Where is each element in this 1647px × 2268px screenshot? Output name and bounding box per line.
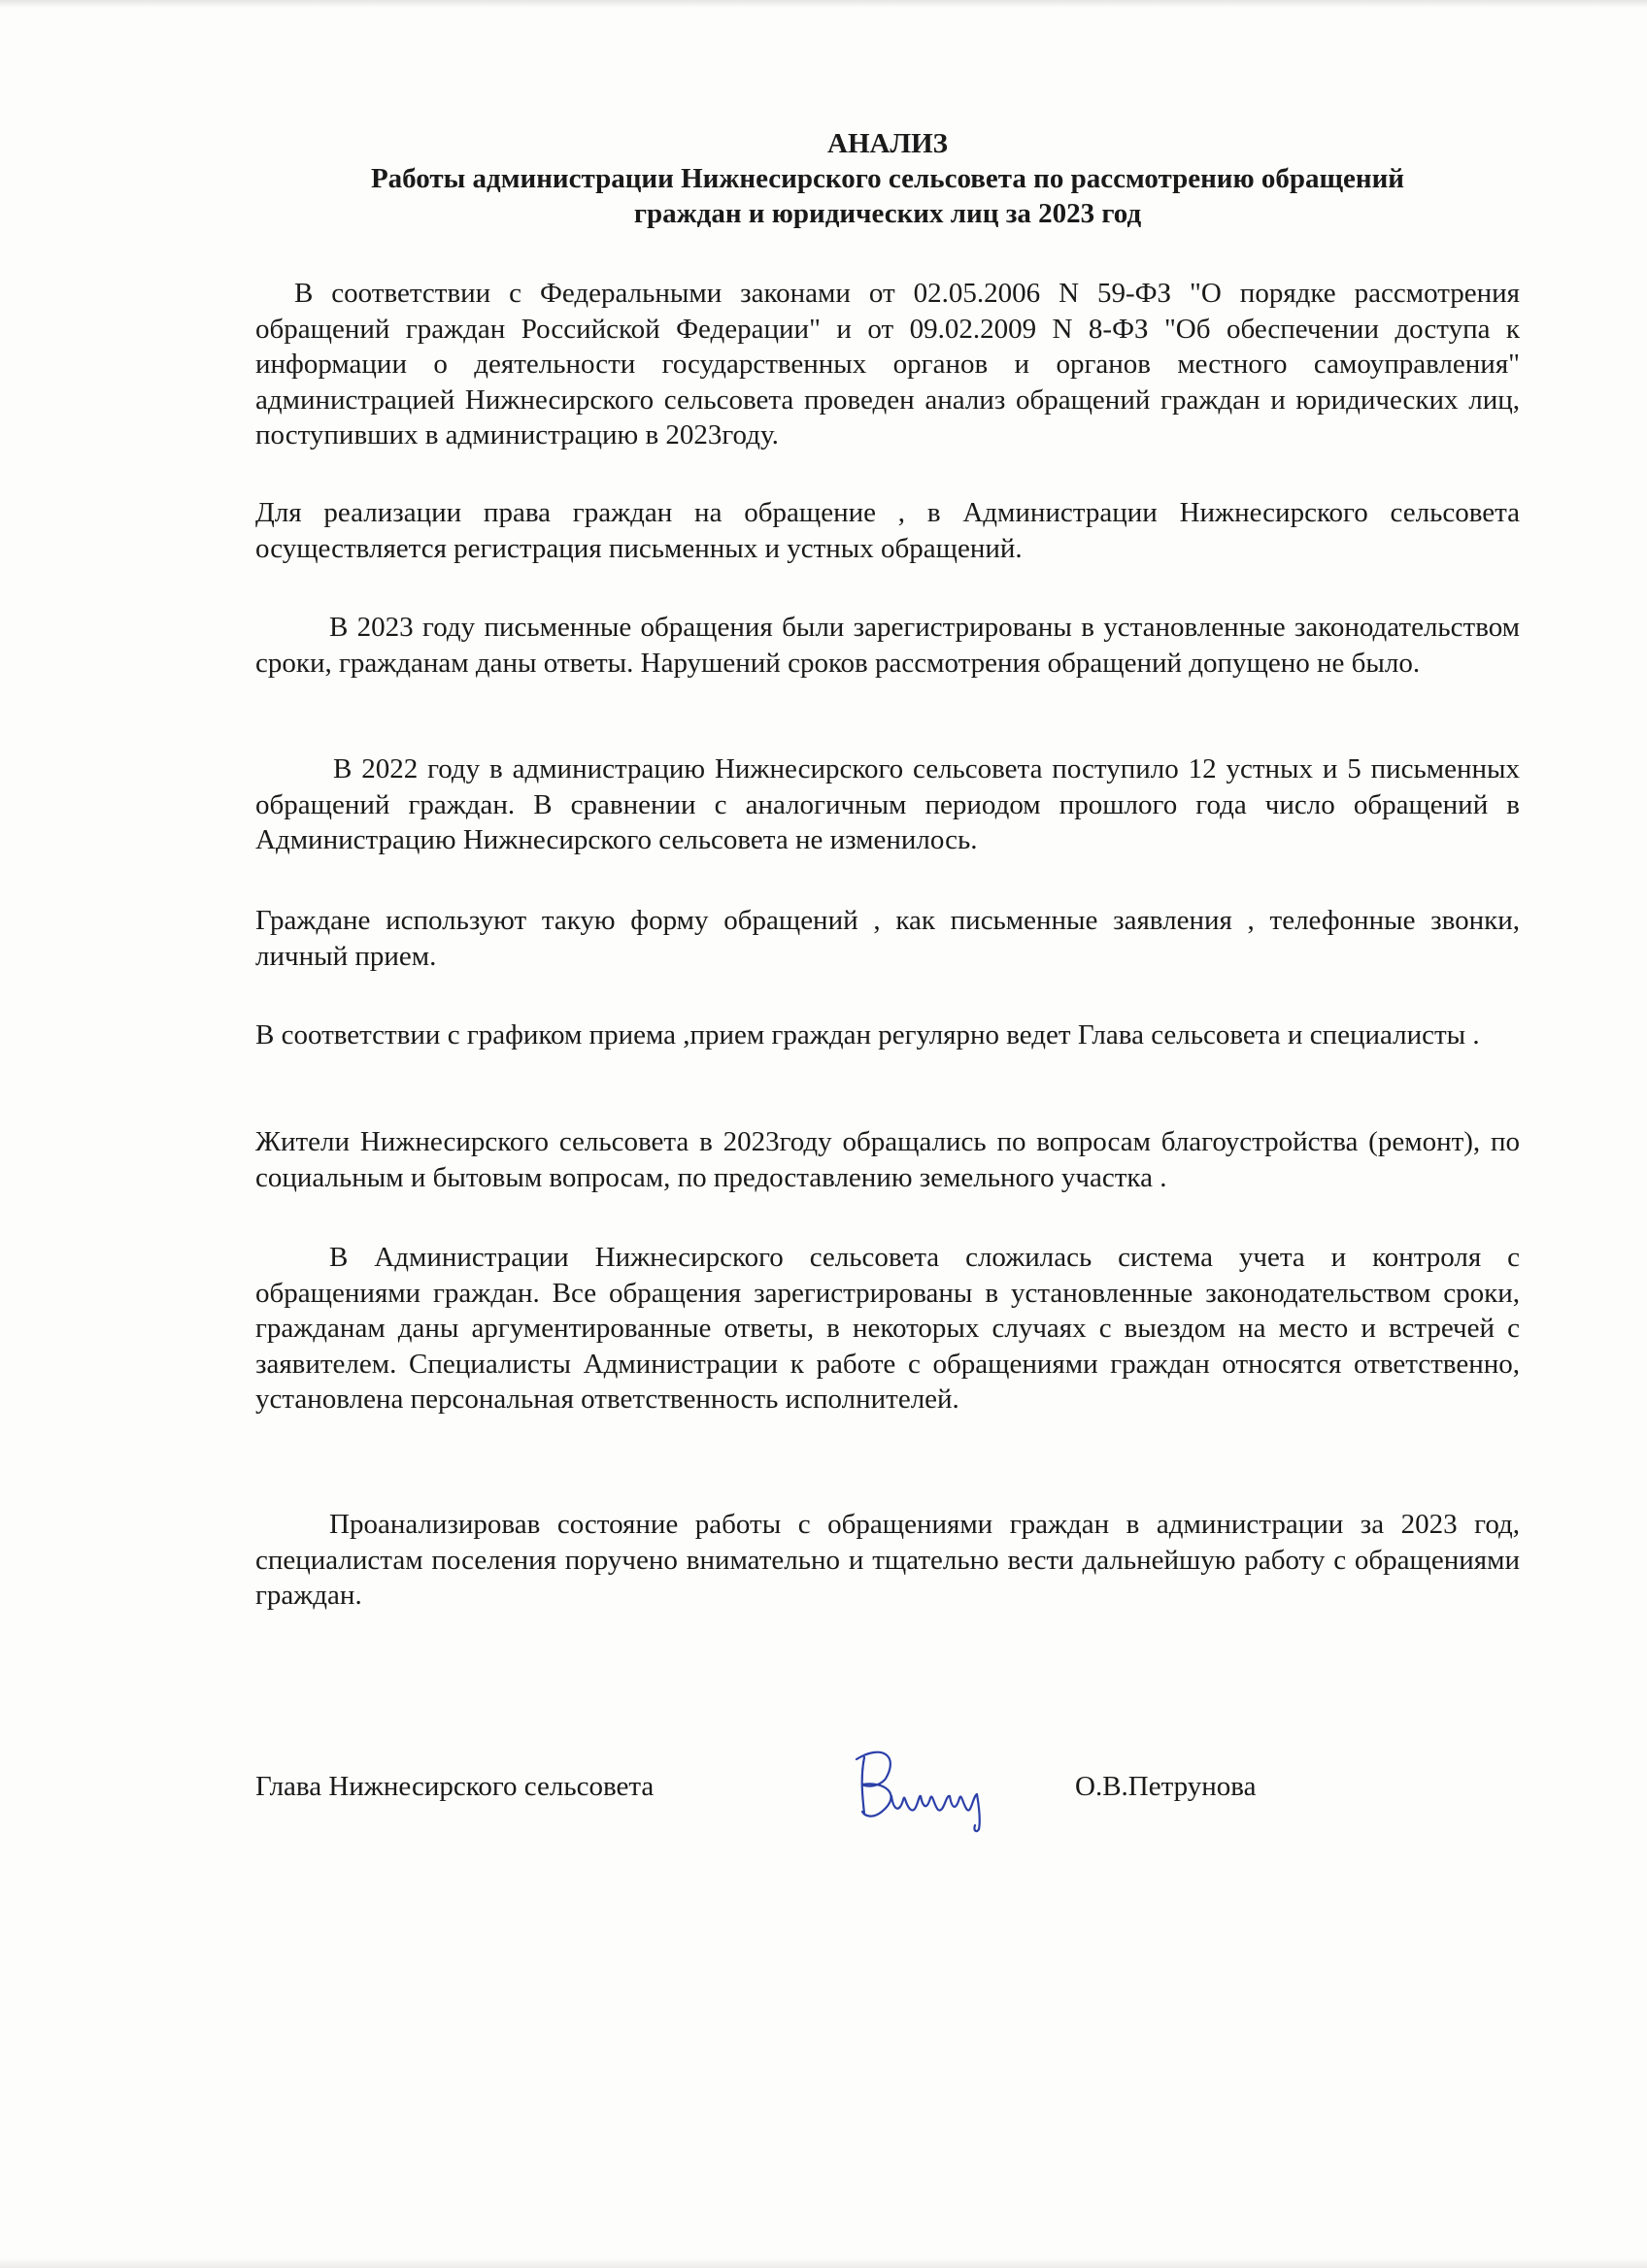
scan-top-edge (0, 0, 1647, 8)
paragraph-text: Для реализации права граждан на обращение , в Администрации Нижнесирского сельсовета осуществляется регистрация письменных и устных обращений. (255, 497, 1520, 564)
document-subtitle-line-2: граждан и юридических лиц за 2023 год (633, 198, 1142, 229)
paragraph-control-system (255, 1240, 1520, 1418)
paragraph-text: В соответствии с графиком приема ,прием граждан регулярно ведет Глава сельсовета и специалисты . (255, 1019, 1480, 1051)
paragraph-reception-schedule (255, 1017, 1520, 1053)
paragraph-right-to-appeal (255, 495, 1520, 566)
scan-bottom-edge (0, 2258, 1647, 2268)
paragraph-conclusion (255, 1507, 1520, 1614)
document-subtitle-line-1: Работы администрации Нижнесирского сельсовета по рассмотрению обращений (370, 163, 1405, 194)
paragraph-text: В 2022 году в администрацию Нижнесирского сельсовета поступило 12 устных и 5 письменных обращений граждан. В сравнении с аналогичным периодом прошлого года число обращений в Администрацию Нижнесирского сельсовета не изменилось. (255, 753, 1520, 855)
paragraph-text: В 2023 году письменные обращения были зарегистрированы в установленные законодательством сроки, гражданам даны ответы. Нарушений сроков рассмотрения обращений допущено не было. (255, 612, 1520, 679)
signatory-role: Глава Нижнесирского сельсовета (255, 1771, 655, 1802)
document-title: АНАЛИЗ (827, 128, 948, 159)
handwritten-signature (843, 1738, 1008, 1835)
paragraph-2023-registration (255, 610, 1520, 681)
paragraph-appeal-forms (255, 903, 1520, 974)
signatory-name: О.В.Петрунова (1075, 1771, 1257, 1802)
paragraph-text: В соответствии с Федеральными законами от 02.05.2006 N 59-ФЗ "О порядке рассмотрения обращений граждан Российской Федерации" и от 09.02.2009 N 8-ФЗ "Об обеспечении доступа к информации о деятельности государственных органов и органов местного самоуправления" администрацией Нижнесирского сельсовета проведен анализ обращений граждан и юридических лиц, поступивших в администрацию в 2023году. (255, 278, 1520, 450)
paragraph-2022-statistics (255, 751, 1520, 858)
paragraph-text: Проанализировав состояние работы с обращениями граждан в администрации за 2023 год, специалистам поселения поручено внимательно и тщательно вести дальнейшую работу с обращениями граждан. (255, 1509, 1520, 1611)
document-header (255, 126, 1520, 231)
paragraph-text: В Администрации Нижнесирского сельсовета сложилась система учета и контроля с обращениями граждан. Все обращения зарегистрированы в установленные законодательством сроки, гражданам даны аргументированные ответы, в некоторых случаях с выездом на место и встречей с заявителем. Специалисты Администрации к работе с обращениями граждан относятся ответственно, установлена персональная ответственность исполнителей. (255, 1242, 1520, 1415)
paragraph-federal-laws (255, 276, 1520, 453)
paragraph-text: Жители Нижнесирского сельсовета в 2023году обращались по вопросам благоустройства (ремонт), по социальным и бытовым вопросам, по предоставлению земельного участка . (255, 1126, 1520, 1193)
paragraph-appeal-topics (255, 1124, 1520, 1195)
paragraph-text: Граждане используют такую форму обращений , как письменные заявления , телефонные звонки, личный прием. (255, 905, 1520, 972)
